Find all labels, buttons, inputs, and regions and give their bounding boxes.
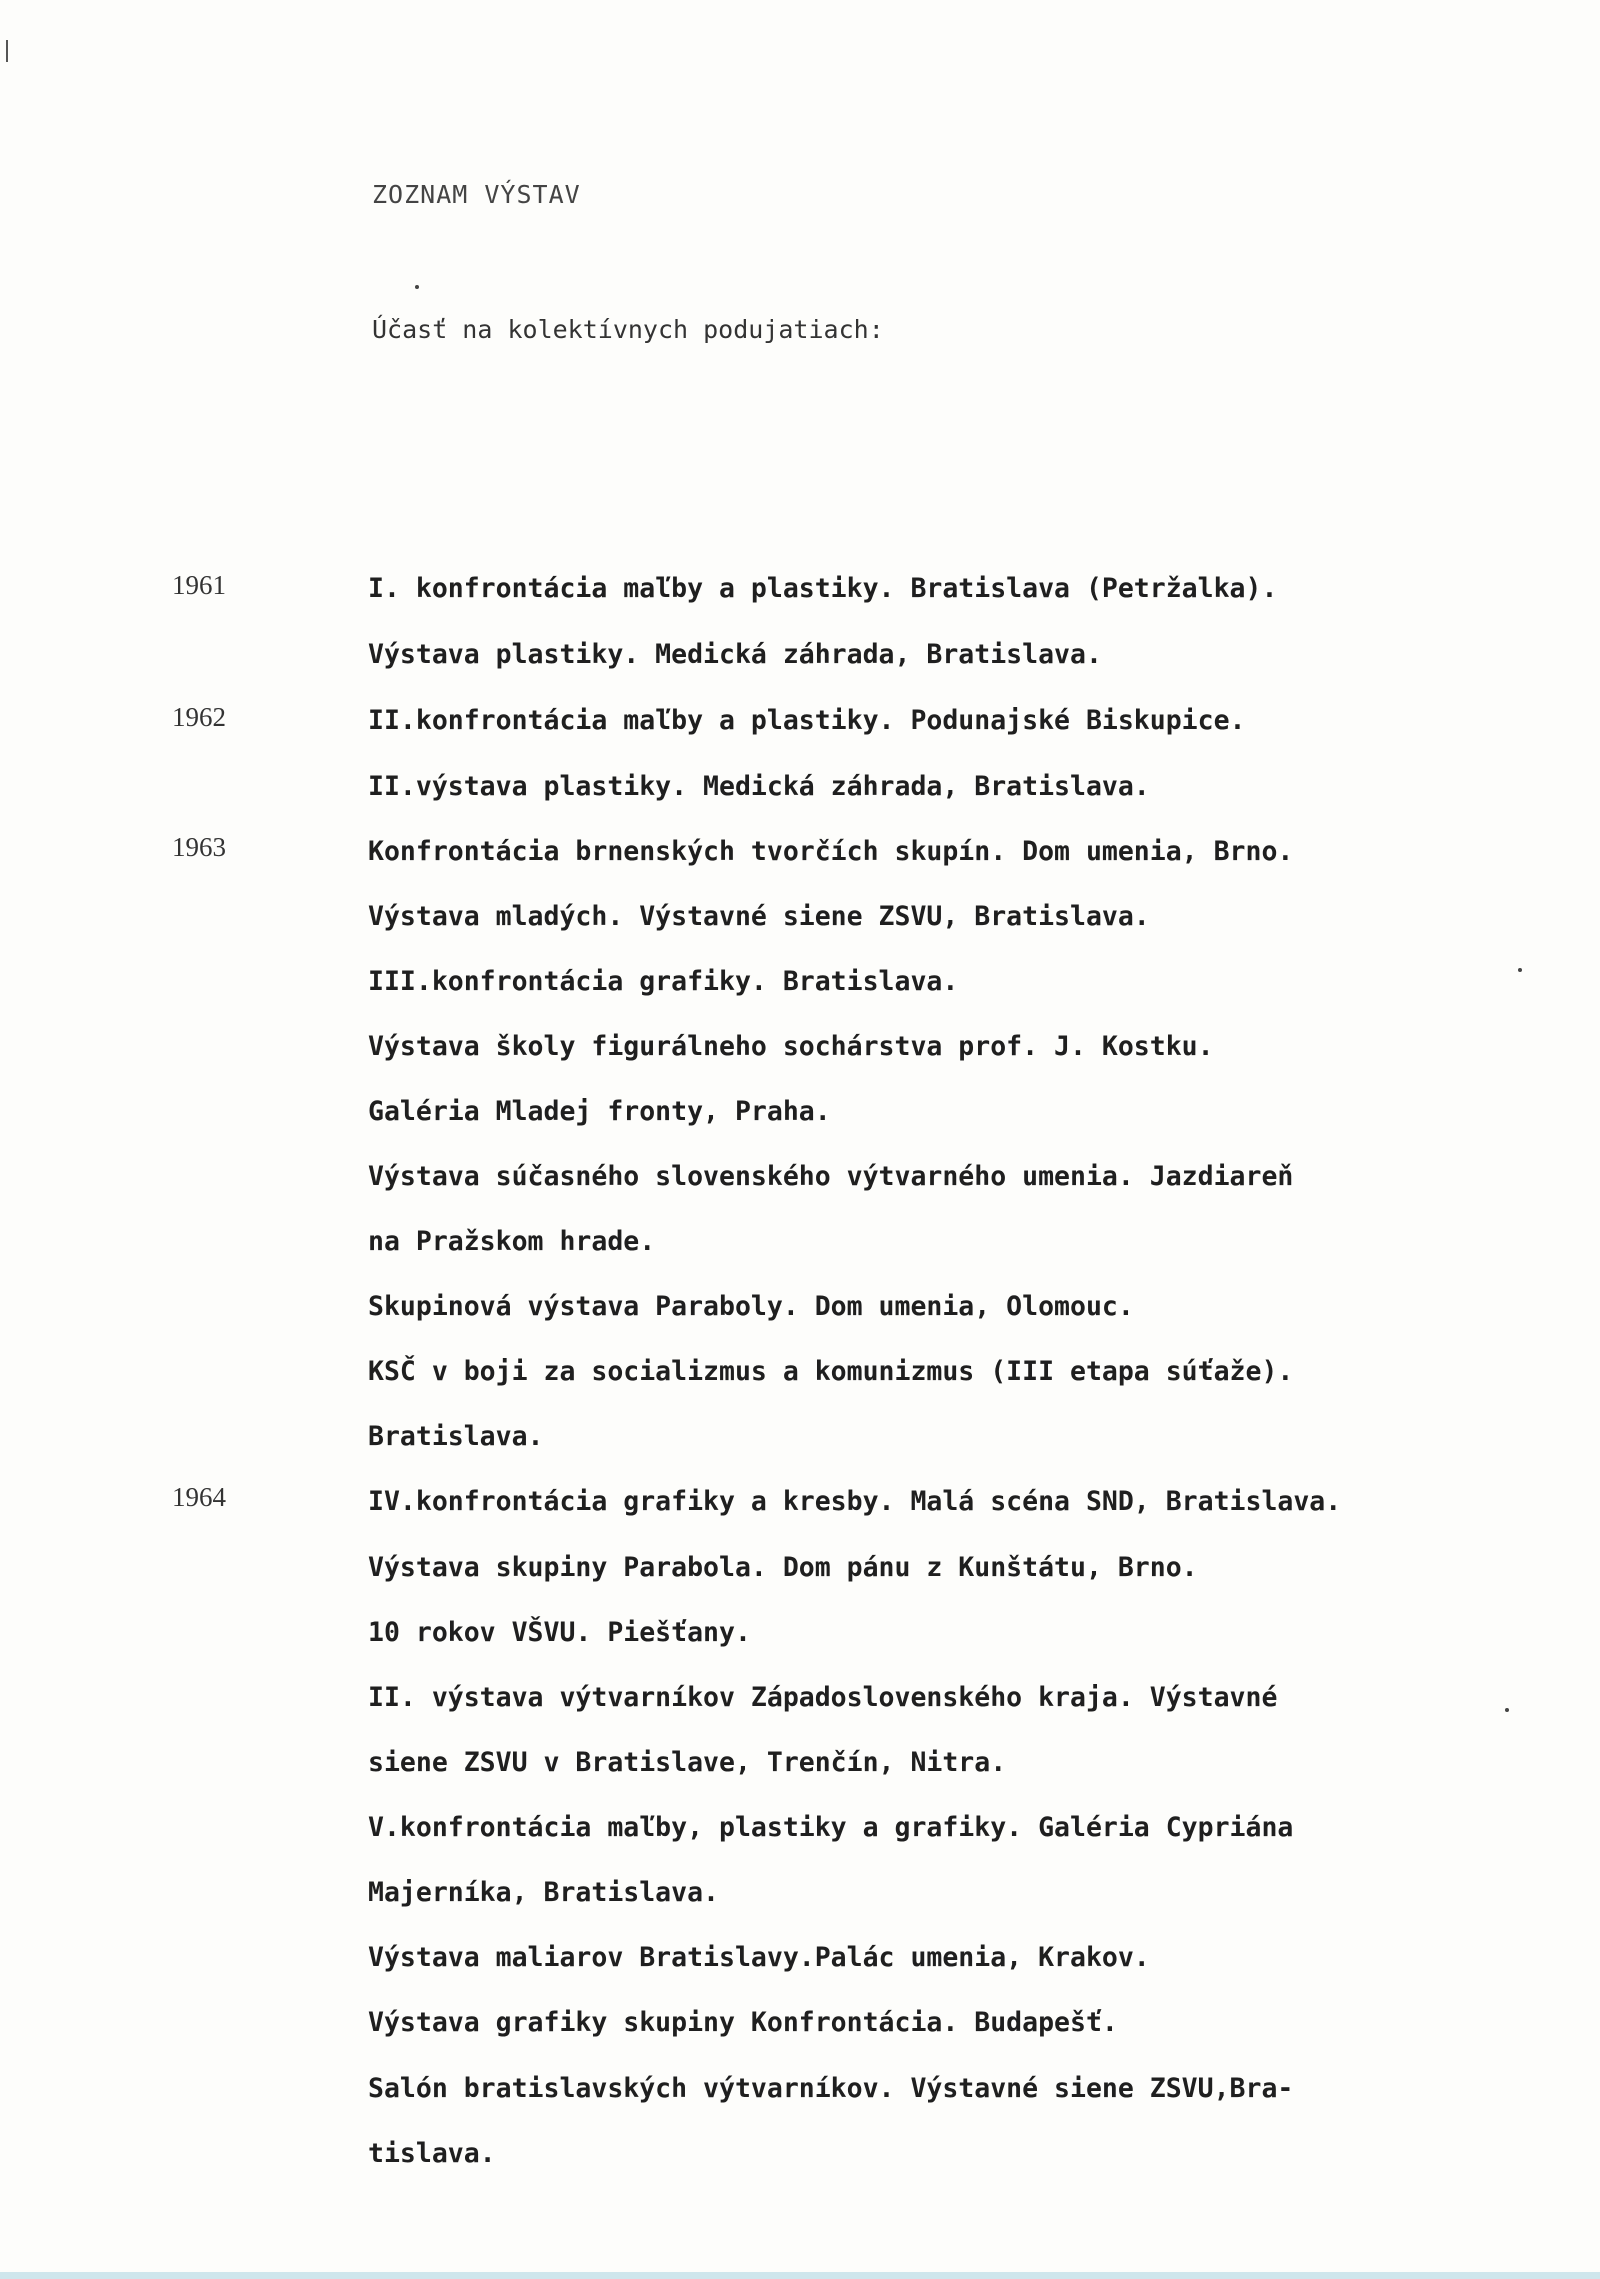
year-label: 1962 xyxy=(172,702,226,732)
exhibition-line: III.konfrontácia grafiky. Bratislava. xyxy=(368,966,959,997)
exhibition-line: Galéria Mladej fronty, Praha. xyxy=(368,1096,831,1127)
exhibition-line: Výstava mladých. Výstavné siene ZSVU, Bratislava. xyxy=(368,901,1150,932)
exhibition-line: tislava. xyxy=(368,2138,496,2169)
exhibition-line: Výstava grafiky skupiny Konfrontácia. Budapešť. xyxy=(368,2007,1118,2038)
exhibition-line: siene ZSVU v Bratislave, Trenčín, Nitra. xyxy=(368,1747,1007,1778)
exhibition-line: Výstava skupiny Parabola. Dom pánu z Kunštátu, Brno. xyxy=(368,1552,1198,1583)
document-title: ZOZNAM VÝSTAV xyxy=(372,180,581,209)
exhibition-line: Konfrontácia brnenských tvorčích skupín. Dom umenia, Brno. xyxy=(368,836,1294,867)
exhibition-line: Výstava maliarov Bratislavy.Palác umenia, Krakov. xyxy=(368,1942,1150,1973)
exhibition-line: IV.konfrontácia grafiky a kresby. Malá scéna SND, Bratislava. xyxy=(368,1486,1342,1517)
scan-bottom-band xyxy=(0,2272,1600,2279)
exhibition-line: Výstava plastiky. Medická záhrada, Bratislava. xyxy=(368,639,1102,670)
paper-speck xyxy=(415,285,419,289)
page-edge-mark xyxy=(6,40,8,62)
paper-speck xyxy=(1505,1708,1509,1712)
exhibition-line: Výstava školy figurálneho sochárstva prof. J. Kostku. xyxy=(368,1031,1214,1062)
exhibition-line: Výstava súčasného slovenského výtvarného umenia. Jazdiareň xyxy=(368,1161,1294,1192)
paper-speck xyxy=(1518,968,1522,972)
exhibition-line: na Pražskom hrade. xyxy=(368,1226,656,1257)
exhibition-line: Bratislava. xyxy=(368,1421,544,1452)
year-label: 1961 xyxy=(172,570,226,600)
exhibition-line: Majerníka, Bratislava. xyxy=(368,1877,719,1908)
exhibition-line: V.konfrontácia maľby, plastiky a grafiky. Galéria Cypriána xyxy=(368,1812,1294,1843)
exhibition-line: KSČ v boji za socializmus a komunizmus (III etapa súťaže). xyxy=(368,1356,1294,1387)
year-label: 1963 xyxy=(172,832,226,862)
exhibition-line: I. konfrontácia maľby a plastiky. Bratislava (Petržalka). xyxy=(368,573,1278,604)
exhibition-line: II.konfrontácia maľby a plastiky. Podunajské Biskupice. xyxy=(368,705,1246,736)
exhibition-line: 10 rokov VŠVU. Piešťany. xyxy=(368,1617,751,1648)
year-label: 1964 xyxy=(172,1482,226,1512)
exhibition-line: Salón bratislavských výtvarníkov. Výstavné siene ZSVU,Bra- xyxy=(368,2073,1294,2104)
exhibition-line: Skupinová výstava Paraboly. Dom umenia, Olomouc. xyxy=(368,1291,1134,1322)
document-subtitle: Účasť na kolektívnych podujatiach: xyxy=(372,315,884,344)
exhibition-line: II. výstava výtvarníkov Západoslovenského kraja. Výstavné xyxy=(368,1682,1278,1713)
exhibition-line: II.výstava plastiky. Medická záhrada, Bratislava. xyxy=(368,771,1150,802)
